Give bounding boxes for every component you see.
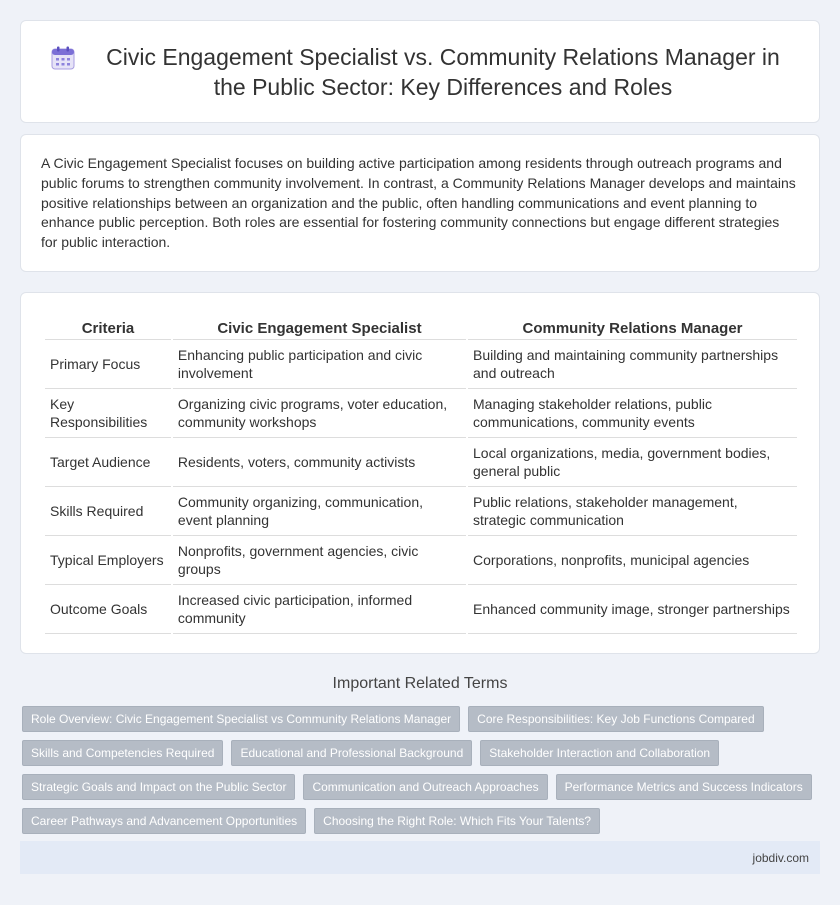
row-community-relations-value: Enhanced community image, stronger partnerships <box>468 585 797 634</box>
related-term-tag[interactable]: Core Responsibilities: Key Job Functions Compared <box>468 706 763 732</box>
row-civic-engagement-value: Organizing civic programs, voter education, community workshops <box>173 389 466 438</box>
header-criteria: Criteria <box>45 315 171 340</box>
table-header-row <box>45 315 797 340</box>
related-term-tag[interactable]: Career Pathways and Advancement Opportunities <box>22 808 306 834</box>
footer-site-link[interactable]: jobdiv.com <box>752 850 809 865</box>
header-civic-engagement-specialist: Civic Engagement Specialist <box>173 315 466 340</box>
row-civic-engagement-value: Enhancing public participation and civic involvement <box>173 340 466 389</box>
related-terms-list <box>22 706 822 842</box>
related-term-tag[interactable]: Stakeholder Interaction and Collaboration <box>480 740 719 766</box>
row-criteria: Outcome Goals <box>45 585 171 634</box>
row-criteria: Target Audience <box>45 438 171 487</box>
header-community-relations-manager: Community Relations Manager <box>468 315 797 340</box>
table-row <box>45 585 797 634</box>
related-term-tag[interactable]: Performance Metrics and Success Indicators <box>556 774 812 800</box>
table-row <box>45 340 797 389</box>
table-row <box>45 438 797 487</box>
intro-paragraph: A Civic Engagement Specialist focuses on building active participation among residents through outreach programs and public forums to strengthen community involvement. In contrast, a Community Relations Manager develops and maintains positive relationships between an organization and the public, often handling communications and event planning to enhance public perception. Both roles are essential for fostering community connections but engage different strategies for public interaction. <box>41 155 796 251</box>
row-civic-engagement-value: Community organizing, communication, event planning <box>173 487 466 536</box>
page-title: Civic Engagement Specialist vs. Community Relations Manager in the Public Sector: Key Differences and Roles <box>106 43 780 100</box>
related-term-tag[interactable]: Strategic Goals and Impact on the Public Sector <box>22 774 295 800</box>
row-criteria: Skills Required <box>45 487 171 536</box>
row-community-relations-value: Building and maintaining community partnerships and outreach <box>468 340 797 389</box>
related-term-tag[interactable]: Educational and Professional Background <box>231 740 472 766</box>
row-criteria: Typical Employers <box>45 536 171 585</box>
row-criteria: Key Responsibilities <box>45 389 171 438</box>
row-civic-engagement-value: Nonprofits, government agencies, civic groups <box>173 536 466 585</box>
calendar-icon <box>51 46 75 70</box>
footer <box>20 841 820 874</box>
related-term-tag[interactable]: Communication and Outreach Approaches <box>303 774 547 800</box>
related-term-tag[interactable]: Role Overview: Civic Engagement Specialist vs Community Relations Manager <box>22 706 460 732</box>
header-card <box>20 20 820 123</box>
row-community-relations-value: Managing stakeholder relations, public communications, community events <box>468 389 797 438</box>
table-row <box>45 487 797 536</box>
related-terms-title: Important Related Terms <box>332 675 508 692</box>
row-community-relations-value: Corporations, nonprofits, municipal agencies <box>468 536 797 585</box>
table-row <box>45 536 797 585</box>
comparison-table <box>43 315 799 634</box>
row-criteria: Primary Focus <box>45 340 171 389</box>
row-civic-engagement-value: Increased civic participation, informed community <box>173 585 466 634</box>
related-term-tag[interactable]: Choosing the Right Role: Which Fits Your Talents? <box>314 808 600 834</box>
intro-card <box>20 134 820 272</box>
comparison-card <box>20 292 820 654</box>
row-community-relations-value: Local organizations, media, government bodies, general public <box>468 438 797 487</box>
row-community-relations-value: Public relations, stakeholder management, strategic communication <box>468 487 797 536</box>
related-term-tag[interactable]: Skills and Competencies Required <box>22 740 223 766</box>
table-row <box>45 389 797 438</box>
row-civic-engagement-value: Residents, voters, community activists <box>173 438 466 487</box>
